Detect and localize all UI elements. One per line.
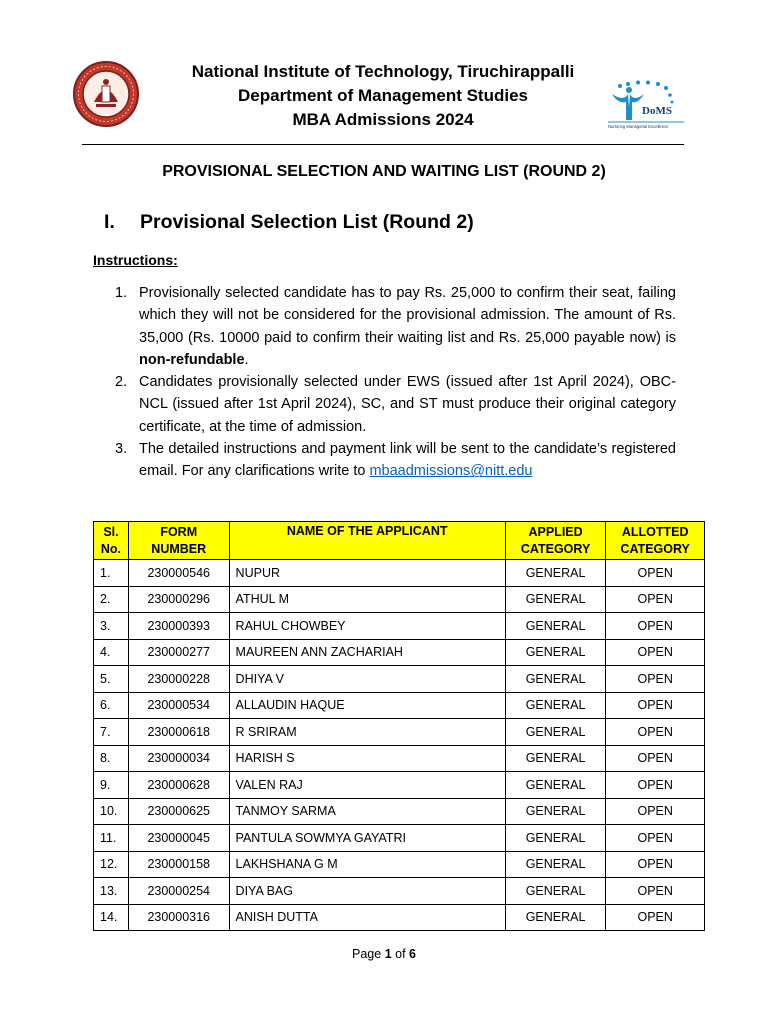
column-header-sl: Sl. No. [94,522,129,560]
cell-form: 230000625 [128,798,229,825]
cell-applied: GENERAL [505,560,606,587]
section-number: I. [104,211,115,233]
header-text-block [150,60,616,132]
cell-name: DHIYA V [229,666,505,693]
column-header-name: NAME OF THE APPLICANT [229,522,505,560]
cell-sl: 3. [94,613,129,640]
instruction-item [115,282,676,371]
nit-trichy-seal-icon [72,60,140,128]
admissions-title: MBA Admissions 2024 [292,110,474,129]
doms-logo-tagline: Nurturing Managerial Excellence [608,124,669,129]
institute-name: National Institute of Technology, Tiruchirappalli [191,62,575,81]
cell-form: 230000254 [128,878,229,905]
cell-applied: GENERAL [505,639,606,666]
table-row [94,560,705,587]
cell-sl: 4. [94,639,129,666]
of-word: of [395,947,406,961]
cell-allotted: OPEN [606,825,705,852]
instructions-list [115,282,676,483]
column-header-allotted: ALLOTTED CATEGORY [606,522,705,560]
instruction-text: The detailed instructions and payment link will be sent to the candidate’s registered email. For any clarifications write to [139,441,676,480]
table-row [94,878,705,905]
cell-applied: GENERAL [505,745,606,772]
cell-applied: GENERAL [505,586,606,613]
cell-form: 230000045 [128,825,229,852]
cell-applied: GENERAL [505,878,606,905]
table-row [94,851,705,878]
cell-name: ATHUL M [229,586,505,613]
cell-form: 230000296 [128,586,229,613]
cell-sl: 11. [94,825,129,852]
cell-form: 230000534 [128,692,229,719]
table-row [94,639,705,666]
cell-name: DIYA BAG [229,878,505,905]
cell-allotted: OPEN [606,586,705,613]
selection-table [93,521,705,931]
cell-allotted: OPEN [606,692,705,719]
cell-sl: 12. [94,851,129,878]
cell-form: 230000158 [128,851,229,878]
cell-sl: 6. [94,692,129,719]
cell-name: MAUREEN ANN ZACHARIAH [229,639,505,666]
instruction-text-end: . [244,351,249,368]
instruction-number: 1. [115,285,128,301]
table-row [94,772,705,799]
cell-sl: 9. [94,772,129,799]
cell-allotted: OPEN [606,719,705,746]
cell-allotted: OPEN [606,851,705,878]
column-header-applied: APPLIED CATEGORY [505,522,606,560]
table-row [94,613,705,640]
doms-logo-text: DoMS [642,105,672,117]
email-link[interactable]: mbaadmissions@nitt.edu [369,463,533,480]
table-row [94,825,705,852]
department-name: Department of Management Studies [238,86,528,105]
cell-name: RAHUL CHOWBEY [229,613,505,640]
cell-name: LAKHSHANA G M [229,851,505,878]
cell-form: 230000628 [128,772,229,799]
header-divider [82,144,684,145]
cell-form: 230000277 [128,639,229,666]
cell-applied: GENERAL [505,825,606,852]
cell-sl: 7. [94,719,129,746]
table-row [94,719,705,746]
table-row [94,586,705,613]
cell-allotted: OPEN [606,904,705,931]
cell-applied: GENERAL [505,798,606,825]
cell-sl: 14. [94,904,129,931]
cell-form: 230000228 [128,666,229,693]
document-title: PROVISIONAL SELECTION AND WAITING LIST (ROUND 2) [162,163,606,180]
page-current: 1 [384,947,392,961]
cell-sl: 10. [94,798,129,825]
cell-allotted: OPEN [606,666,705,693]
cell-applied: GENERAL [505,772,606,799]
cell-applied: GENERAL [505,904,606,931]
document-header [0,0,768,150]
table-header-row [94,522,705,560]
page-total: 6 [409,947,416,961]
cell-allotted: OPEN [606,639,705,666]
cell-name: NUPUR [229,560,505,587]
cell-name: VALEN RAJ [229,772,505,799]
cell-sl: 5. [94,666,129,693]
table-row [94,692,705,719]
cell-form: 230000393 [128,613,229,640]
cell-applied: GENERAL [505,851,606,878]
instructions-label: Instructions: [93,252,178,268]
cell-form: 230000316 [128,904,229,931]
cell-form: 230000034 [128,745,229,772]
table-row [94,745,705,772]
cell-form: 230000618 [128,719,229,746]
table-row [94,798,705,825]
table-body [94,560,705,931]
column-header-form: FORM NUMBER [128,522,229,560]
cell-applied: GENERAL [505,719,606,746]
cell-name: PANTULA SOWMYA GAYATRI [229,825,505,852]
section-heading [104,211,474,234]
cell-sl: 13. [94,878,129,905]
cell-allotted: OPEN [606,613,705,640]
instruction-number: 3. [115,441,128,458]
cell-name: TANMOY SARMA [229,798,505,825]
cell-name: R SRIRAM [229,719,505,746]
cell-allotted: OPEN [606,878,705,905]
cell-allotted: OPEN [606,560,705,587]
cell-allotted: OPEN [606,772,705,799]
instruction-text: Provisionally selected candidate has to pay Rs. 25,000 to confirm their seat, failing which they will not be considered for the provisional admission. The amount of Rs. 35,000 (Rs. 10000 paid to confirm their waiting list and Rs. 25,000 payable now) is [139,285,676,346]
instruction-item [115,438,676,483]
table-row [94,666,705,693]
instruction-number: 2. [115,374,128,391]
cell-sl: 2. [94,586,129,613]
cell-name: HARISH S [229,745,505,772]
instruction-emphasis: non-refundable [139,351,245,368]
cell-applied: GENERAL [505,613,606,640]
section-title: Provisional Selection List (Round 2) [140,211,474,233]
cell-name: ANISH DUTTA [229,904,505,931]
cell-sl: 1. [94,560,129,587]
table-row [94,904,705,931]
cell-applied: GENERAL [505,666,606,693]
cell-allotted: OPEN [606,745,705,772]
doms-logo-icon [606,80,686,130]
cell-allotted: OPEN [606,798,705,825]
instruction-item [115,371,676,438]
page-footer [0,947,768,961]
cell-form: 230000546 [128,560,229,587]
cell-sl: 8. [94,745,129,772]
instruction-text: Candidates provisionally selected under EWS (issued after 1st April 2024), OBC-NCL (issued after 1st April 2024), SC, and ST must produce their original category certificate, at the time of admission. [139,374,676,435]
cell-name: ALLAUDIN HAQUE [229,692,505,719]
cell-applied: GENERAL [505,692,606,719]
page-word: Page [352,947,382,961]
